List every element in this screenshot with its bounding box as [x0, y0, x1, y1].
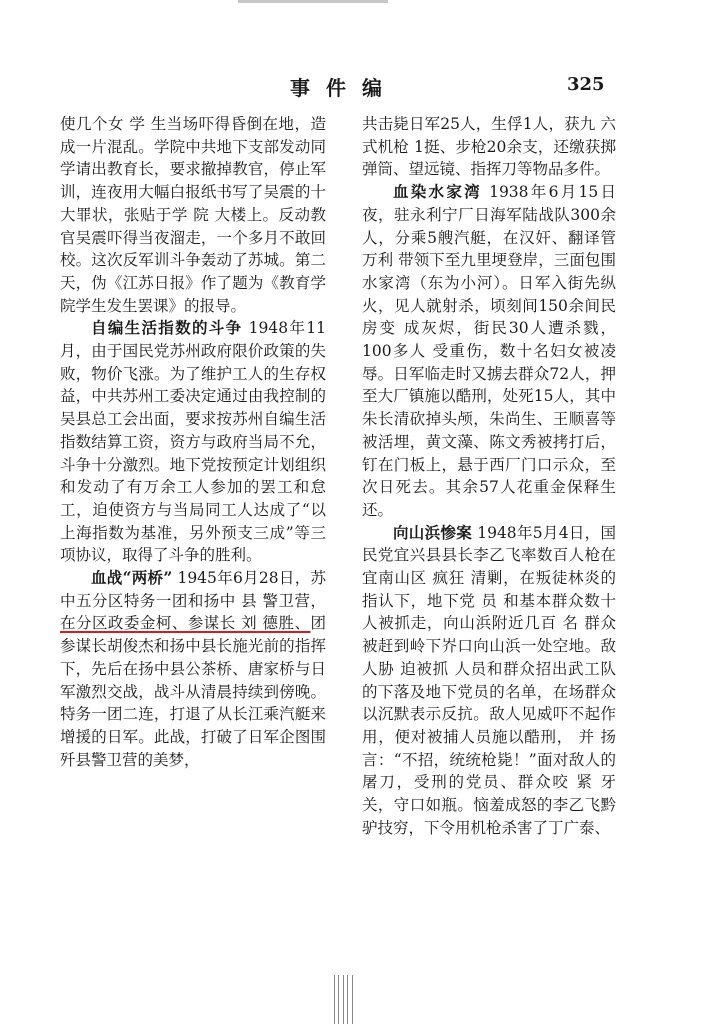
- entry-body: 1938年6月15日夜，驻永利宁厂日海军陆战队300余人，分乘5艘汽艇，在汉奸、翻译管万利 带领下至九里埂登岸，三面包围水家湾（东为小河）。日军入街先纵火，见人就射杀，顷刻间150余间民房变 成灰烬，街民30人遭杀戮，100多人 受重伤，数十名妇女被凌辱。日军临走时又掳去群众72人，押至大厂镇施以酷刑，处死15人，其中朱长清砍掉头颅，朱尚生、王顺喜等被活埋，黄文藻、陈文秀被拷打后，钉在门板上，悬于西厂门口示众，至次日死去。其余57人花重金保释生还。: [362, 183, 616, 519]
- entry-heading: 血战“两桥”: [91, 568, 173, 588]
- entry-heading: 向山浜惨案: [393, 522, 472, 542]
- right-column: [362, 113, 616, 840]
- right-paragraph-0: [362, 113, 616, 181]
- right-paragraph-0-text: 共击毙日军25人，生俘1人，获九 六式机枪 1挺、步枪20余支，还缴获掷弹筒、望远镜、指挥刀等物品多件。: [362, 115, 616, 179]
- left-paragraph-0-text: 使几个女 学 生当场吓得昏倒在地，造成一片混乱。学院中共地下支部发动同学请出教育长，要求撤掉教官，停止军训，连夜用大幅白报纸书写了吴震的十大罪状，张贴于学 院 大楼上。反动教官吴震吓得当夜溜走，一个多月不敢回校。这次反军训斗争轰动了苏城。第二天，伪《江苏日报》作了题为《教育学院学生发生罢课》的报导。: [60, 115, 326, 315]
- book-binding-marks: [332, 975, 358, 1024]
- scan-top-mark: [238, 0, 388, 3]
- left-paragraph-2: [60, 567, 326, 771]
- entry-body: 1945年6月28日，苏中五分区特务一团和扬中 县 警卫营，: [60, 569, 326, 610]
- left-column: [60, 113, 326, 771]
- entry-body: 团参谋长胡俊杰和扬中县长施光前的指挥下，先后在扬中县公茶桥、唐家桥与日军激烈交战，战斗从清晨持续到傍晚。特务一团二连，打退了从长江乘汽艇来增援的日军。此战，打破了日军企图围歼县警卫营的美梦，: [60, 614, 326, 769]
- underlined-annotation: 在分区政委金柯、参谋长 刘 德胜、: [60, 614, 311, 633]
- entry-heading: 血染水家湾: [393, 182, 482, 202]
- right-paragraph-2: [362, 522, 616, 840]
- page-number: 325: [567, 74, 605, 95]
- entry-body: 1948年5月4日，国民党宜兴县县长李乙飞率数百人枪在宜南山区 疯狂 清剿，在叛徒林炎的指认下，地下党 员 和基本群众数十人被抓走，向山浜附近几百 名 群众被赶到岭下岕口向山浜一处空地。敌人胁 迫被抓 人员和群众招出武工队的下落及地下党员的名单，在场群众以沉默表示反抗。敌人见威吓不起作用，便对被捕人员施以酷刑， 并 扬言：“不招，统统枪毙！”面对敌人的屠刀，受刑的党员、群众咬 紧 牙关，守口如瓶。恼羞成怒的李乙飞黔驴技穷，下令用机枪杀害了丁广泰、: [362, 523, 616, 837]
- left-paragraph-0: [60, 113, 326, 317]
- left-paragraph-1: [60, 317, 326, 567]
- entry-heading: 自编生活指数的斗争: [91, 318, 243, 338]
- right-paragraph-1: [362, 181, 616, 522]
- section-title: 事件编: [290, 76, 398, 100]
- page-header: [0, 72, 710, 108]
- entry-body: 1948年11月，由于国民党苏州政府限价政策的失败，物价飞涨。为了维护工人的生存权益，中共苏州工委决定通过由我控制的吴县总工会出面，要求按苏州自编生活指数结算工资，资方与政府当局不允，斗争十分激烈。地下党按预定计划组织和发动了有万余工人参加的罢工和怠工，迫使资方与当局同工人达成了“以上海指数为基准，另外预支三成”等三项协议，取得了斗争的胜利。: [60, 319, 326, 565]
